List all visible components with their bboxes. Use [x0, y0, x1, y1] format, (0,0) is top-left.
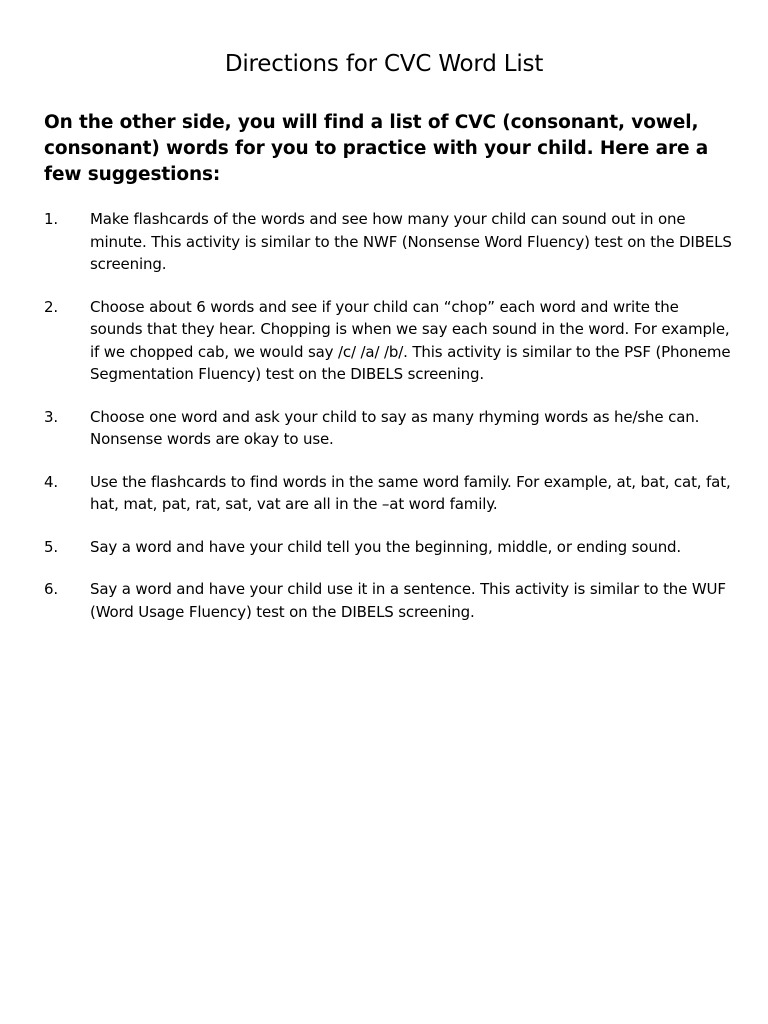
suggestions-list [44, 208, 734, 623]
list-item [44, 208, 734, 276]
list-item-number: 2. [44, 297, 59, 316]
list-item [44, 471, 734, 516]
list-item-number: 5. [44, 537, 59, 556]
list-item [44, 578, 734, 623]
list-item-text: Choose about 6 words and see if your child can “chop” each word and write the sounds that they hear. Chopping is when we say each sound in the word. For example, if we chopped cab, we would say /c/ /a/ /b/. This activity is similar to the PSF (Phoneme Segmentation Fluency) test on the DIBELS screening. [90, 297, 731, 383]
list-item-number: 1. [44, 210, 59, 228]
list-item-text: Use the flashcards to find words in the same word family. For example, at, bat, cat, fat, hat, mat, pat, rat, sat, vat are all in the –at word family. [90, 472, 731, 513]
list-item-text: Say a word and have your child use it in a sentence. This activity is similar to the WUF (Word Usage Fluency) test on the DIBELS screening. [90, 580, 726, 621]
list-item-number: 4. [44, 472, 59, 491]
list-item-text: Choose one word and ask your child to say as many rhyming words as he/she can. Nonsense words are okay to use. [90, 407, 700, 448]
list-item [44, 406, 734, 451]
list-item-number: 3. [44, 407, 59, 426]
list-item-text: Say a word and have your child tell you the beginning, middle, or ending sound. [90, 537, 682, 556]
list-item [44, 296, 734, 386]
list-item [44, 536, 734, 559]
intro-paragraph: On the other side, you will find a list of CVC (consonant, vowel, consonant) words for you to practice with your child. Here are a few suggestions: [44, 112, 709, 185]
page-title: Directions for CVC Word List [224, 51, 544, 77]
list-item-number: 6. [44, 580, 59, 598]
list-item-text: Make flashcards of the words and see how many your child can sound out in one minute. This activity is similar to the NWF (Nonsense Word Fluency) test on the DIBELS screening. [90, 210, 732, 273]
